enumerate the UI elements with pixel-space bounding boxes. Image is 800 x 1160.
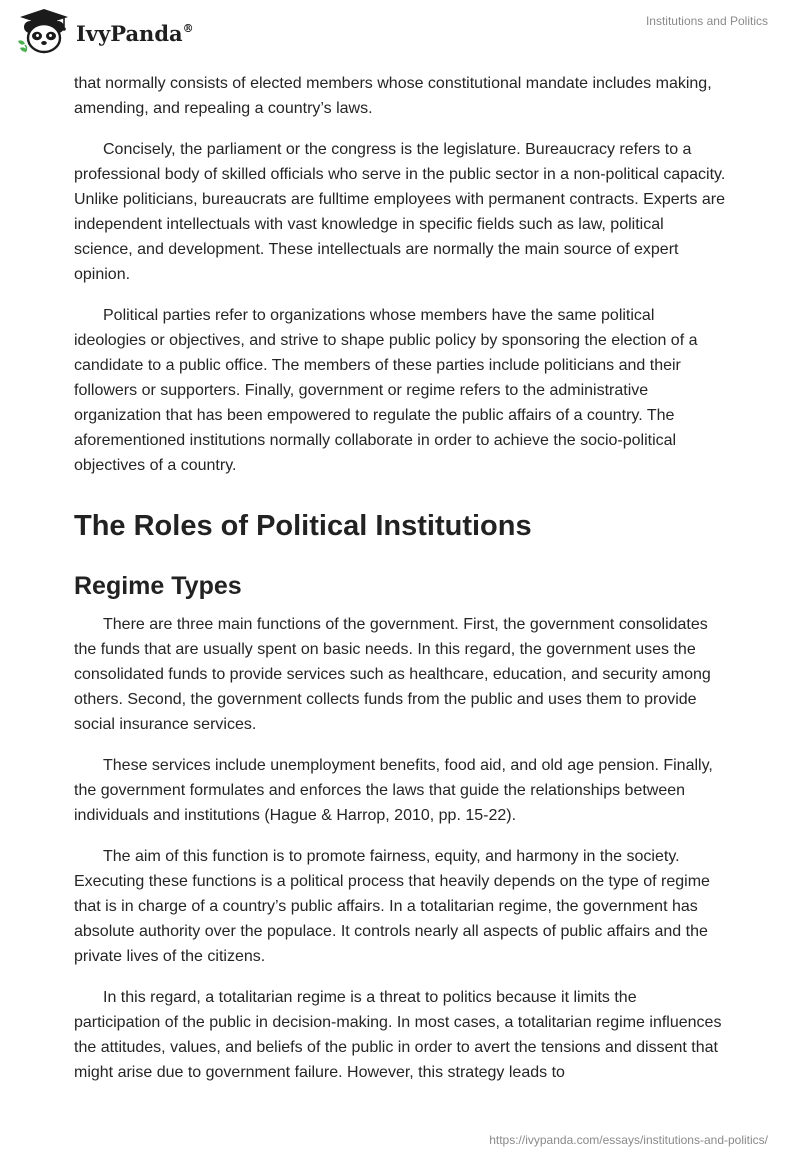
ivypanda-logo[interactable] xyxy=(14,7,194,55)
page-header xyxy=(0,0,800,64)
paragraph-2: Concisely, the parliament or the congress is the legislature. Bureaucracy refers to a professional body of skilled officials who serve in the public sector in a non-political capacity. Unlike politicians, bureaucrats are fulltime employees with permanent contracts. Experts are independent intellectuals with vast knowledge in specific fields such as law, political science, and development. These intellectuals are normally the main source of expert opinion. xyxy=(74,141,726,283)
article-body xyxy=(74,71,726,1085)
paragraph-3: Political parties refer to organizations whose members have the same political ideologies or objectives, and strive to shape public policy by sponsoring the election of a candidate to a public office. The members of these parties include politicians and their followers or supporters. Finally, government or regime refers to the administrative organization that has been empowered to regulate the public affairs of a country. The aforementioned institutions normally collaborate in order to achieve the socio-political objectives of a country. xyxy=(74,307,698,474)
panda-logo-icon xyxy=(14,7,70,55)
paragraph-6: The aim of this function is to promote fairness, equity, and harmony in the society. Executing these functions is a political process that heavily depends on the type of regime that is in charge of a country’s public affairs. In a totalitarian regime, the government has absolute authority over the populace. It controls nearly all aspects of public affairs and the private lives of the citizens. xyxy=(74,848,710,965)
footer-url-link[interactable]: https://ivypanda.com/essays/institutions-and-politics/ xyxy=(489,1133,768,1147)
section-heading: The Roles of Political Institutions xyxy=(74,510,532,542)
paragraph-5: These services include unemployment benefits, food aid, and old age pension. Finally, the government formulates and enforces the laws that guide the relationships between individuals and institutions (Hague & Harrop, 2010, pp. 15-22). xyxy=(74,757,713,824)
subsection-heading: Regime Types xyxy=(74,572,242,600)
running-title: Institutions and Politics xyxy=(645,14,768,28)
paragraph-4: There are three main functions of the government. First, the government consolidates the funds that are usually spent on basic needs. In this regard, the government uses the consolidated funds to provide services such as healthcare, education, and security among others. Second, the government collects funds from the public and uses them to provide social insurance services. xyxy=(74,616,711,733)
paragraph-7: In this regard, a totalitarian regime is a threat to politics because it limits the participation of the public in decision-making. In most cases, a totalitarian regime influences the attitudes, values, and beliefs of the public in order to avert the tensions and dissent that might arise due to government failure. However, this strategy leads to xyxy=(74,989,722,1081)
paragraph-1: that normally consists of elected members whose constitutional mandate includes making, amending, and repealing a country’s laws. xyxy=(74,75,712,117)
brand-name: IvyPanda® xyxy=(76,20,194,46)
